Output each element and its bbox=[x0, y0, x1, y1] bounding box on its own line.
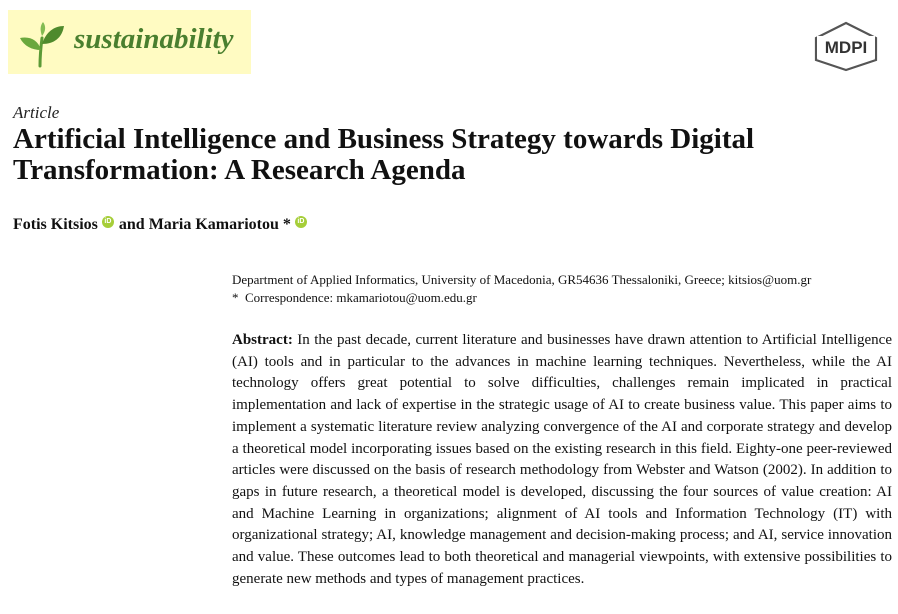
leaf-sprout-icon bbox=[18, 20, 66, 68]
abstract-label: Abstract: bbox=[232, 332, 293, 348]
author-conjunction: and bbox=[118, 216, 145, 233]
correspondence bbox=[232, 289, 477, 307]
publisher-name: MDPI bbox=[824, 38, 868, 57]
author-list bbox=[13, 216, 312, 234]
abstract bbox=[232, 330, 892, 590]
corresponding-marker: * bbox=[282, 216, 291, 233]
correspondence-text: Correspondence: mkamariotou@uom.edu.gr bbox=[245, 290, 477, 305]
orcid-icon[interactable]: iD bbox=[295, 216, 307, 228]
author-name[interactable]: Maria Kamariotou bbox=[148, 216, 279, 233]
abstract-text: In the past decade, current literature and businesses have drawn attention to Artificial Intelligence (AI) tools and in particular to the advances in machine learning techniques. Nevertheless, while the AI technology offers great potential to solve difficulties, challenges remain implicated in practical implementation and lack of expertise in the strategic usage of AI to create business value. This paper aims to implement a systematic literature review analyzing convergence of the AI and corporate strategy and develop a theoretical model incorporating issues based on the existing research in this field. Eighty-one peer-reviewed articles were discussed on the basis of research methodology from Webster and Watson (2002). In addition to gaps in future research, a theoretical model is developed, discussing the four sources of value creation: AI and Machine Learning in organizations; alignment of AI tools and Information Technology (IT) with organizational strategy; AI, knowledge management and decision-making process; and AI, service innovation and value. These outcomes lead to both theoretical and managerial viewpoints, with extensive possibilities to generate new methods and types of management practices. bbox=[232, 332, 893, 587]
author-name[interactable]: Fotis Kitsios bbox=[13, 216, 98, 233]
correspondence-marker: * bbox=[232, 290, 239, 305]
article-type: Article bbox=[13, 103, 60, 122]
journal-name: sustainability bbox=[74, 23, 234, 55]
affiliation: Department of Applied Informatics, University of Macedonia, GR54636 Thessaloniki, Greece; kitsios@uom.gr bbox=[232, 272, 812, 287]
article-title: Artificial Intelligence and Business Strategy towards Digital Transformation: A Research Agenda bbox=[13, 123, 755, 186]
journal-logo[interactable] bbox=[8, 10, 251, 74]
mdpi-logo-icon[interactable] bbox=[810, 20, 882, 72]
orcid-icon[interactable]: iD bbox=[102, 216, 114, 228]
